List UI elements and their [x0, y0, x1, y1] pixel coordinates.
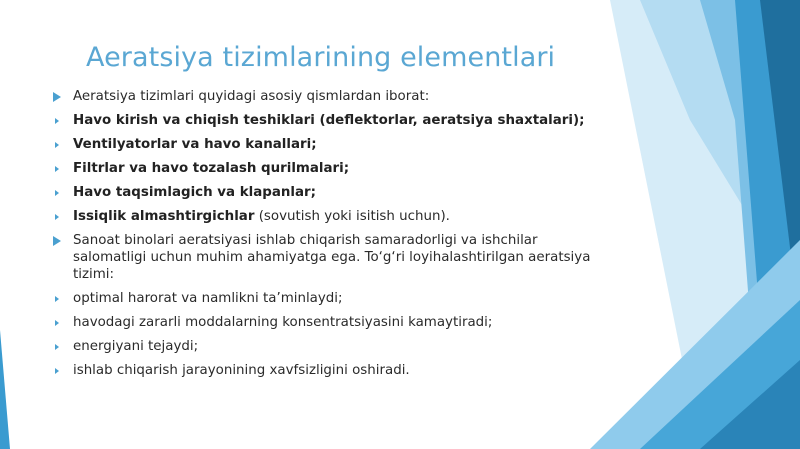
list-item-component	[52, 112, 592, 129]
list-item-benefit	[52, 314, 592, 331]
component-bold-text: Havo taqsimlagich va klapanlar;	[73, 185, 316, 200]
small-triangle-bullet-icon	[55, 296, 59, 302]
list-item-component	[52, 184, 592, 201]
intro-text: Aeratsiya tizimlari quyidagi asosiy qismlardan iborat:	[73, 89, 430, 104]
component-bold-text: Filtrlar va havo tozalash qurilmalari;	[73, 161, 350, 176]
small-triangle-bullet-icon	[55, 166, 59, 172]
triangle-bullet-icon	[53, 92, 61, 102]
small-triangle-bullet-icon	[55, 368, 59, 374]
list-item-component	[52, 208, 592, 225]
small-triangle-bullet-icon	[55, 320, 59, 326]
benefit-text: havodagi zararli moddalarning konsentratsiyasini kamaytiradi;	[73, 315, 493, 330]
benefit-text: energiyani tejaydi;	[73, 339, 199, 354]
list-item-benefit	[52, 338, 592, 355]
list-item-component	[52, 136, 592, 153]
bullet-importance	[52, 232, 592, 283]
importance-text: Sanoat binolari aeratsiyasi ishlab chiqarish samaradorligi va ishchilar salomatligi uchun muhim ahamiyatga ega. To‘g‘ri loyihalashtirilgan aeratsiya tizimi:	[73, 233, 591, 282]
component-bold-text: Ventilyatorlar va havo kanallari;	[73, 137, 317, 152]
list-item-benefit	[52, 362, 592, 379]
component-bold-text: Havo kirish va chiqish teshiklari (deflektorlar, aeratsiya shaxtalari);	[73, 113, 585, 128]
small-triangle-bullet-icon	[55, 142, 59, 148]
benefit-text: optimal harorat va namlikni ta’minlaydi;	[73, 291, 343, 306]
small-triangle-bullet-icon	[55, 344, 59, 350]
small-triangle-bullet-icon	[55, 214, 59, 220]
component-bold-text: Issiqlik almashtirgichlar	[73, 209, 255, 224]
slide-content	[52, 88, 592, 386]
benefit-text: ishlab chiqarish jarayonining xavfsizligini oshiradi.	[73, 363, 410, 378]
triangle-bullet-icon	[53, 236, 61, 246]
list-item-benefit	[52, 290, 592, 307]
small-triangle-bullet-icon	[55, 190, 59, 196]
list-item-component	[52, 160, 592, 177]
small-triangle-bullet-icon	[55, 118, 59, 124]
slide-title: Aeratsiya tizimlarining elementlari	[86, 42, 556, 73]
bullet-intro	[52, 88, 592, 105]
component-rest-text: (sovutish yoki isitish uchun).	[254, 209, 450, 224]
decor-facet-left	[0, 330, 10, 449]
